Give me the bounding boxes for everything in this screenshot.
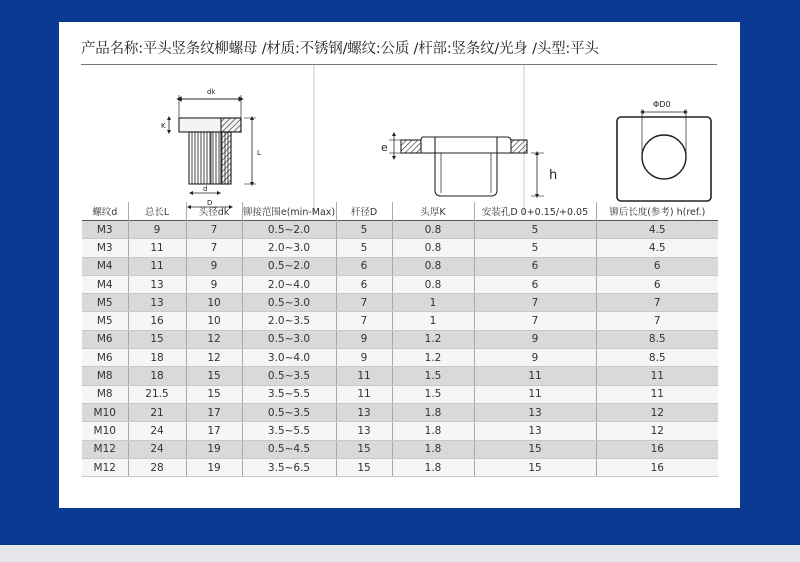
- technical-drawings: [119, 65, 717, 215]
- table-cell: M12: [82, 458, 128, 476]
- table-body: [82, 221, 718, 477]
- table-cell: M5: [82, 294, 128, 312]
- table-cell: 6: [336, 275, 392, 293]
- table-row: [82, 422, 718, 440]
- table-cell: 9: [186, 257, 242, 275]
- rivet-nut-drawing: [169, 95, 256, 207]
- table-cell: 7: [596, 312, 718, 330]
- table-cell: M5: [82, 312, 128, 330]
- table-row: [82, 330, 718, 348]
- table-cell: 21.5: [128, 385, 186, 403]
- table-cell: 16: [128, 312, 186, 330]
- column-header: 杆径D: [336, 202, 392, 221]
- table-cell: M6: [82, 349, 128, 367]
- table-cell: 13: [128, 275, 186, 293]
- label-h: h: [549, 168, 558, 183]
- table-cell: 11: [474, 385, 596, 403]
- label-e: e: [381, 141, 388, 154]
- table-cell: 12: [186, 330, 242, 348]
- table-cell: 0.8: [392, 239, 474, 257]
- table-cell: 11: [336, 367, 392, 385]
- table-cell: 15: [336, 440, 392, 458]
- diagram-area: [119, 65, 717, 215]
- table-cell: 12: [596, 422, 718, 440]
- label-d0: ΦD0: [653, 100, 671, 109]
- table-cell: 6: [336, 257, 392, 275]
- table-cell: 9: [128, 221, 186, 239]
- table-cell: 13: [474, 403, 596, 421]
- table-cell: 15: [128, 330, 186, 348]
- table-cell: 9: [474, 349, 596, 367]
- table-cell: 0.5~3.0: [242, 294, 336, 312]
- table-cell: 7: [336, 294, 392, 312]
- table-cell: 3.0~4.0: [242, 349, 336, 367]
- table-cell: 19: [186, 440, 242, 458]
- table-cell: 1.8: [392, 458, 474, 476]
- table-cell: 15: [186, 385, 242, 403]
- table-cell: 11: [128, 257, 186, 275]
- column-header: 安装孔D 0+0.15/+0.05: [474, 202, 596, 221]
- table-cell: M3: [82, 239, 128, 257]
- mounting-hole-drawing: [617, 109, 711, 201]
- table-cell: 12: [596, 403, 718, 421]
- bottom-band: [0, 545, 800, 562]
- spec-card: [59, 22, 740, 508]
- table-cell: 7: [596, 294, 718, 312]
- spec-table: [82, 202, 718, 477]
- table-cell: 0.8: [392, 275, 474, 293]
- label-k: K: [161, 122, 166, 130]
- table-cell: 7: [186, 221, 242, 239]
- table-cell: 13: [336, 403, 392, 421]
- table-cell: 11: [128, 239, 186, 257]
- table-cell: 9: [336, 330, 392, 348]
- table-cell: 11: [474, 367, 596, 385]
- table-cell: 2.0~3.0: [242, 239, 336, 257]
- table-cell: 15: [186, 367, 242, 385]
- table-cell: 13: [474, 422, 596, 440]
- column-header: 头径dk: [186, 202, 242, 221]
- table-cell: M3: [82, 221, 128, 239]
- column-header: 头厚K: [392, 202, 474, 221]
- table-row: [82, 221, 718, 239]
- table-cell: 3.5~6.5: [242, 458, 336, 476]
- table-cell: 15: [474, 440, 596, 458]
- table-cell: 17: [186, 422, 242, 440]
- table-row: [82, 385, 718, 403]
- table-cell: 4.5: [596, 221, 718, 239]
- table-cell: 1.8: [392, 422, 474, 440]
- table-cell: 7: [186, 239, 242, 257]
- table-cell: 1.2: [392, 349, 474, 367]
- column-header: 铆后长度(参考) h(ref.): [609, 207, 706, 218]
- label-D: D: [207, 199, 213, 207]
- table-cell: 28: [128, 458, 186, 476]
- table-row: [82, 367, 718, 385]
- column-header: 螺纹d: [82, 202, 128, 221]
- table-cell: 3.5~5.5: [242, 422, 336, 440]
- table-cell: 6: [596, 275, 718, 293]
- table-cell: 9: [336, 349, 392, 367]
- column-header: 总长L: [128, 202, 186, 221]
- table-cell: 1: [392, 294, 474, 312]
- table-cell: 6: [596, 257, 718, 275]
- table-cell: 12: [186, 349, 242, 367]
- table-cell: M4: [82, 275, 128, 293]
- table-cell: 18: [128, 349, 186, 367]
- table-cell: 13: [128, 294, 186, 312]
- table-cell: 24: [128, 440, 186, 458]
- table-cell: 2.0~4.0: [242, 275, 336, 293]
- table-cell: 0.5~3.0: [242, 330, 336, 348]
- table-row: [82, 239, 718, 257]
- table-cell: 5: [474, 221, 596, 239]
- table-cell: 11: [596, 385, 718, 403]
- table-cell: 0.8: [392, 221, 474, 239]
- table-cell: 3.5~5.5: [242, 385, 336, 403]
- table-row: [82, 312, 718, 330]
- table-cell: 10: [186, 312, 242, 330]
- table-cell: 7: [336, 312, 392, 330]
- table-cell: M10: [82, 403, 128, 421]
- table-cell: M8: [82, 385, 128, 403]
- table-cell: 1.5: [392, 367, 474, 385]
- table-cell: 0.5~3.5: [242, 367, 336, 385]
- table-row: [82, 440, 718, 458]
- table-cell: 0.5~2.0: [242, 221, 336, 239]
- table-header-row: [82, 202, 718, 221]
- table-cell: 0.8: [392, 257, 474, 275]
- table-cell: 24: [128, 422, 186, 440]
- label-d: d: [203, 185, 208, 193]
- column-header: 铆接范围e(min-Max): [242, 202, 336, 221]
- table-row: [82, 294, 718, 312]
- table-cell: M6: [82, 330, 128, 348]
- table-cell: 16: [596, 458, 718, 476]
- table-cell: M10: [82, 422, 128, 440]
- table-cell: 11: [336, 385, 392, 403]
- table-cell: 0.5~3.5: [242, 403, 336, 421]
- table-cell: 6: [474, 275, 596, 293]
- table-cell: M12: [82, 440, 128, 458]
- table-cell: 6: [474, 257, 596, 275]
- table-cell: 7: [474, 294, 596, 312]
- label-l: L: [257, 149, 261, 157]
- table-cell: 16: [596, 440, 718, 458]
- table-row: [82, 349, 718, 367]
- table-row: [82, 257, 718, 275]
- product-title: 产品名称:平头竖条纹柳螺母 /材质:不锈钢/螺纹:公质 /杆部:竖条纹/光身 /头型:平头: [81, 41, 599, 57]
- table-cell: 5: [336, 239, 392, 257]
- table-cell: M8: [82, 367, 128, 385]
- table-cell: 11: [596, 367, 718, 385]
- table-cell: 0.5~2.0: [242, 257, 336, 275]
- table-cell: 15: [336, 458, 392, 476]
- table-cell: 1.8: [392, 440, 474, 458]
- table-cell: 18: [128, 367, 186, 385]
- table-cell: 2.0~3.5: [242, 312, 336, 330]
- table-cell: 21: [128, 403, 186, 421]
- table-cell: 8.5: [596, 349, 718, 367]
- table-cell: 1: [392, 312, 474, 330]
- table-cell: 1.5: [392, 385, 474, 403]
- table-cell: 4.5: [596, 239, 718, 257]
- table-cell: 1.8: [392, 403, 474, 421]
- table-cell: 1.2: [392, 330, 474, 348]
- table-cell: 5: [474, 239, 596, 257]
- table-row: [82, 275, 718, 293]
- table-cell: 5: [336, 221, 392, 239]
- table-cell: 9: [474, 330, 596, 348]
- table-cell: 19: [186, 458, 242, 476]
- table-cell: 17: [186, 403, 242, 421]
- table-row: [82, 403, 718, 421]
- table-cell: 10: [186, 294, 242, 312]
- table-cell: 8.5: [596, 330, 718, 348]
- table-row: [82, 458, 718, 476]
- table-cell: 15: [474, 458, 596, 476]
- table-cell: 13: [336, 422, 392, 440]
- table-cell: 9: [186, 275, 242, 293]
- table-cell: 7: [474, 312, 596, 330]
- table-cell: 0.5~4.5: [242, 440, 336, 458]
- table-cell: M4: [82, 257, 128, 275]
- installed-section-drawing: [389, 134, 544, 196]
- label-dk: dk: [207, 88, 216, 96]
